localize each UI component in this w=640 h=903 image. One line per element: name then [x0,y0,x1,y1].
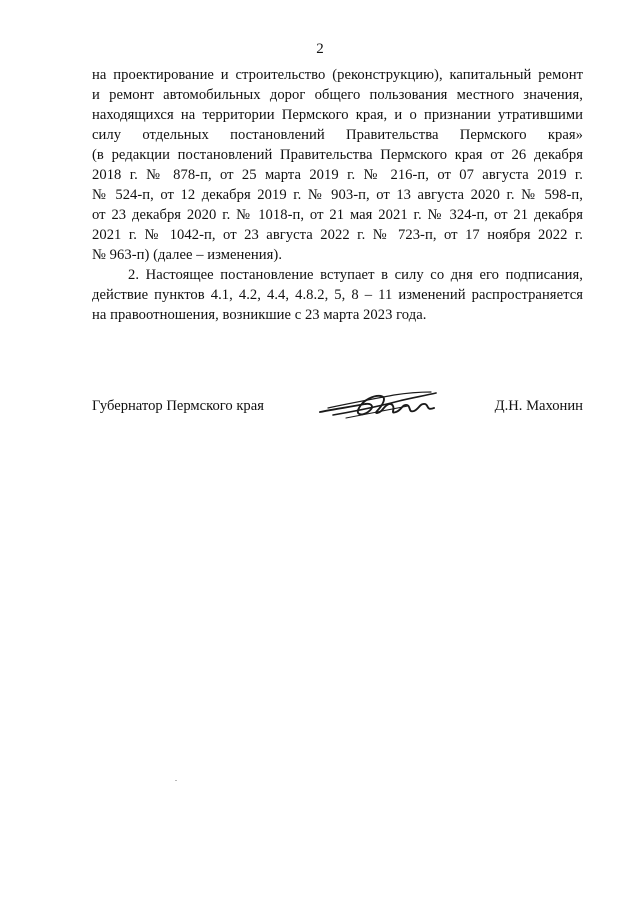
body-line-10: № 963-п) (далее – изменения). [92,247,283,263]
signatory-title: Губернатор Пермского края [92,398,264,414]
body-line-13: на правоотношения, возникшие с 23 марта 2023 года. [92,307,427,323]
body-line-4: силу отдельных постановлений Правительства Пермского края» [92,127,583,143]
body-line-11: 2. Настоящее постановление вступает в силу со дня его подписания, [128,267,583,283]
body-line-12: действие пунктов 4.1, 4.2, 4.4, 4.8.2, 5, 8 – 11 изменений распространяется [92,287,583,303]
signatory-name: Д.Н. Махонин [494,398,583,414]
scan-speck [175,780,177,781]
body-line-9: 2021 г. № 1042-п, от 23 августа 2022 г. № 723-п, от 17 ноября 2022 г. [92,227,583,243]
body-line-7: № 524-п, от 12 декабря 2019 г. № 903-п, от 13 августа 2020 г. № 598-п, [92,187,583,203]
body-line-5: (в редакции постановлений Правительства Пермского края от 26 декабря [92,147,583,163]
handwritten-signature [316,384,442,426]
body-line-8: от 23 декабря 2020 г. № 1018-п, от 21 мая 2021 г. № 324-п, от 21 декабря [92,207,583,223]
body-line-6: 2018 г. № 878-п, от 25 марта 2019 г. № 216-п, от 07 августа 2019 г. [92,167,583,183]
body-line-1: на проектирование и строительство (реконструкцию), капитальный ремонт [92,67,583,83]
body-line-3: находящихся на территории Пермского края, и о признании утратившими [92,107,583,123]
body-line-2: и ремонт автомобильных дорог общего пользования местного значения, [92,87,583,103]
page-number: 2 [316,41,324,57]
